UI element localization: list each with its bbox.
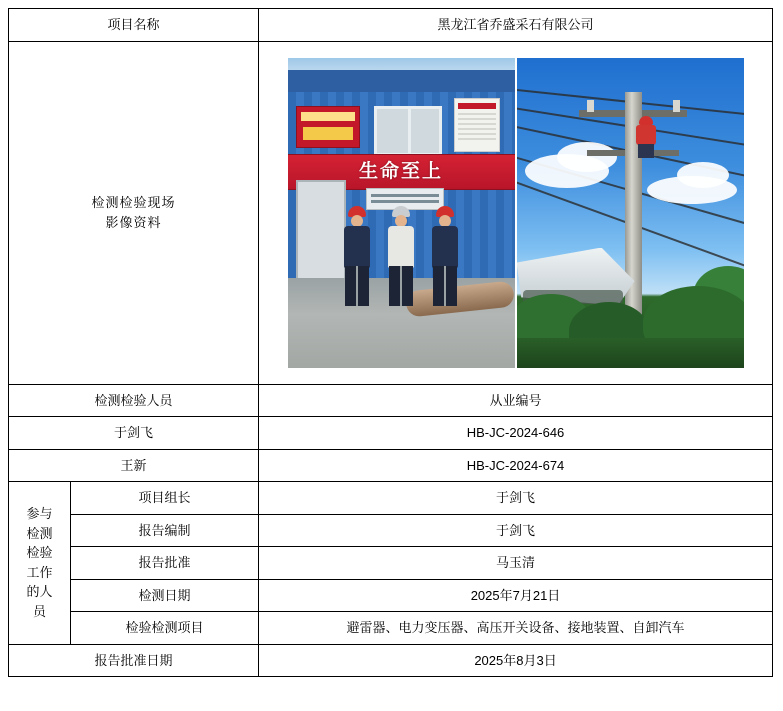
project-name-label: 项目名称	[9, 9, 259, 42]
photo-roof	[288, 70, 515, 94]
project-name-value: 黑龙江省乔盛采石有限公司	[259, 9, 773, 42]
table-row-report-author	[9, 514, 773, 547]
inspection-report-table	[8, 8, 773, 677]
report-author-label: 报告编制	[71, 514, 259, 547]
table-row-inspector-2	[9, 449, 773, 482]
grass-ground	[517, 338, 744, 368]
photo-red-poster	[296, 106, 360, 148]
head-shape	[351, 215, 363, 227]
approval-date-label: 报告批准日期	[9, 644, 259, 677]
table-row-inspector-header	[9, 384, 773, 417]
table-row-inspection-items	[9, 612, 773, 645]
participants-label-l4: 工作	[26, 564, 53, 580]
utility-pole-inspection-photo	[517, 58, 744, 368]
cloud-shape	[557, 142, 617, 172]
participants-label-l5: 的人	[26, 584, 53, 600]
inspector-1-no: HB-JC-2024-646	[259, 417, 773, 450]
participants-label-l1: 参与	[26, 506, 53, 522]
inspector-2-no: HB-JC-2024-674	[259, 449, 773, 482]
photo-white-poster	[454, 98, 500, 152]
team-leader-value: 于剑飞	[259, 482, 773, 515]
table-row-inspection-date	[9, 579, 773, 612]
table-row-report-approver	[9, 547, 773, 580]
photo-window	[374, 106, 442, 156]
body-shape	[344, 226, 370, 268]
photo-worker-center	[384, 206, 418, 306]
cloud-shape	[677, 162, 729, 188]
insulator-shape	[587, 100, 594, 112]
employee-no-label: 从业编号	[259, 384, 773, 417]
table-row-inspector-1	[9, 417, 773, 450]
inspection-items-label: 检验检测项目	[71, 612, 259, 645]
table-row-project-name	[9, 9, 773, 42]
photo-door	[296, 180, 346, 282]
table-row-media	[9, 41, 773, 384]
report-approver-label: 报告批准	[71, 547, 259, 580]
photo-worker-right	[428, 206, 462, 306]
insulator-shape	[673, 100, 680, 112]
participants-label	[9, 482, 71, 645]
photo-banner-text: 生命至上	[358, 159, 443, 182]
inspection-date-value: 2025年7月21日	[259, 579, 773, 612]
head-shape	[395, 215, 407, 227]
lineman-worker	[633, 116, 659, 156]
document-sheet	[0, 8, 783, 711]
inspector-1-name: 于剑飞	[9, 417, 259, 450]
legs-shape	[389, 266, 413, 306]
body-shape	[432, 226, 458, 268]
inspection-date-label: 检测日期	[71, 579, 259, 612]
helmet-icon	[639, 116, 653, 125]
team-leader-label: 项目组长	[71, 482, 259, 515]
photo-row	[263, 58, 768, 368]
head-shape	[439, 215, 451, 227]
participants-label-l3: 检验	[26, 545, 53, 561]
table-row-approval-date	[9, 644, 773, 677]
body-shape	[636, 125, 656, 145]
legs-shape	[345, 266, 369, 306]
inspector-label: 检测检验人员	[9, 384, 259, 417]
report-author-value: 于剑飞	[259, 514, 773, 547]
report-approver-value: 马玉清	[259, 547, 773, 580]
photo-worker-left	[340, 206, 374, 306]
media-label-line2: 影像资料	[105, 214, 162, 230]
media-label	[9, 41, 259, 384]
media-photos-cell	[259, 41, 773, 384]
inspector-2-name: 王新	[9, 449, 259, 482]
legs-shape	[638, 144, 654, 158]
site-team-photo	[288, 58, 515, 368]
body-shape	[388, 226, 414, 268]
table-row-team-leader	[9, 482, 773, 515]
media-label-line1: 检测检验现场	[91, 195, 176, 210]
legs-shape	[433, 266, 457, 306]
participants-label-l2: 检测	[26, 525, 53, 541]
approval-date-value: 2025年8月3日	[259, 644, 773, 677]
participants-label-l6: 员	[32, 603, 46, 619]
inspection-items-value: 避雷器、电力变压器、高压开关设备、接地装置、自卸汽车	[259, 612, 773, 645]
